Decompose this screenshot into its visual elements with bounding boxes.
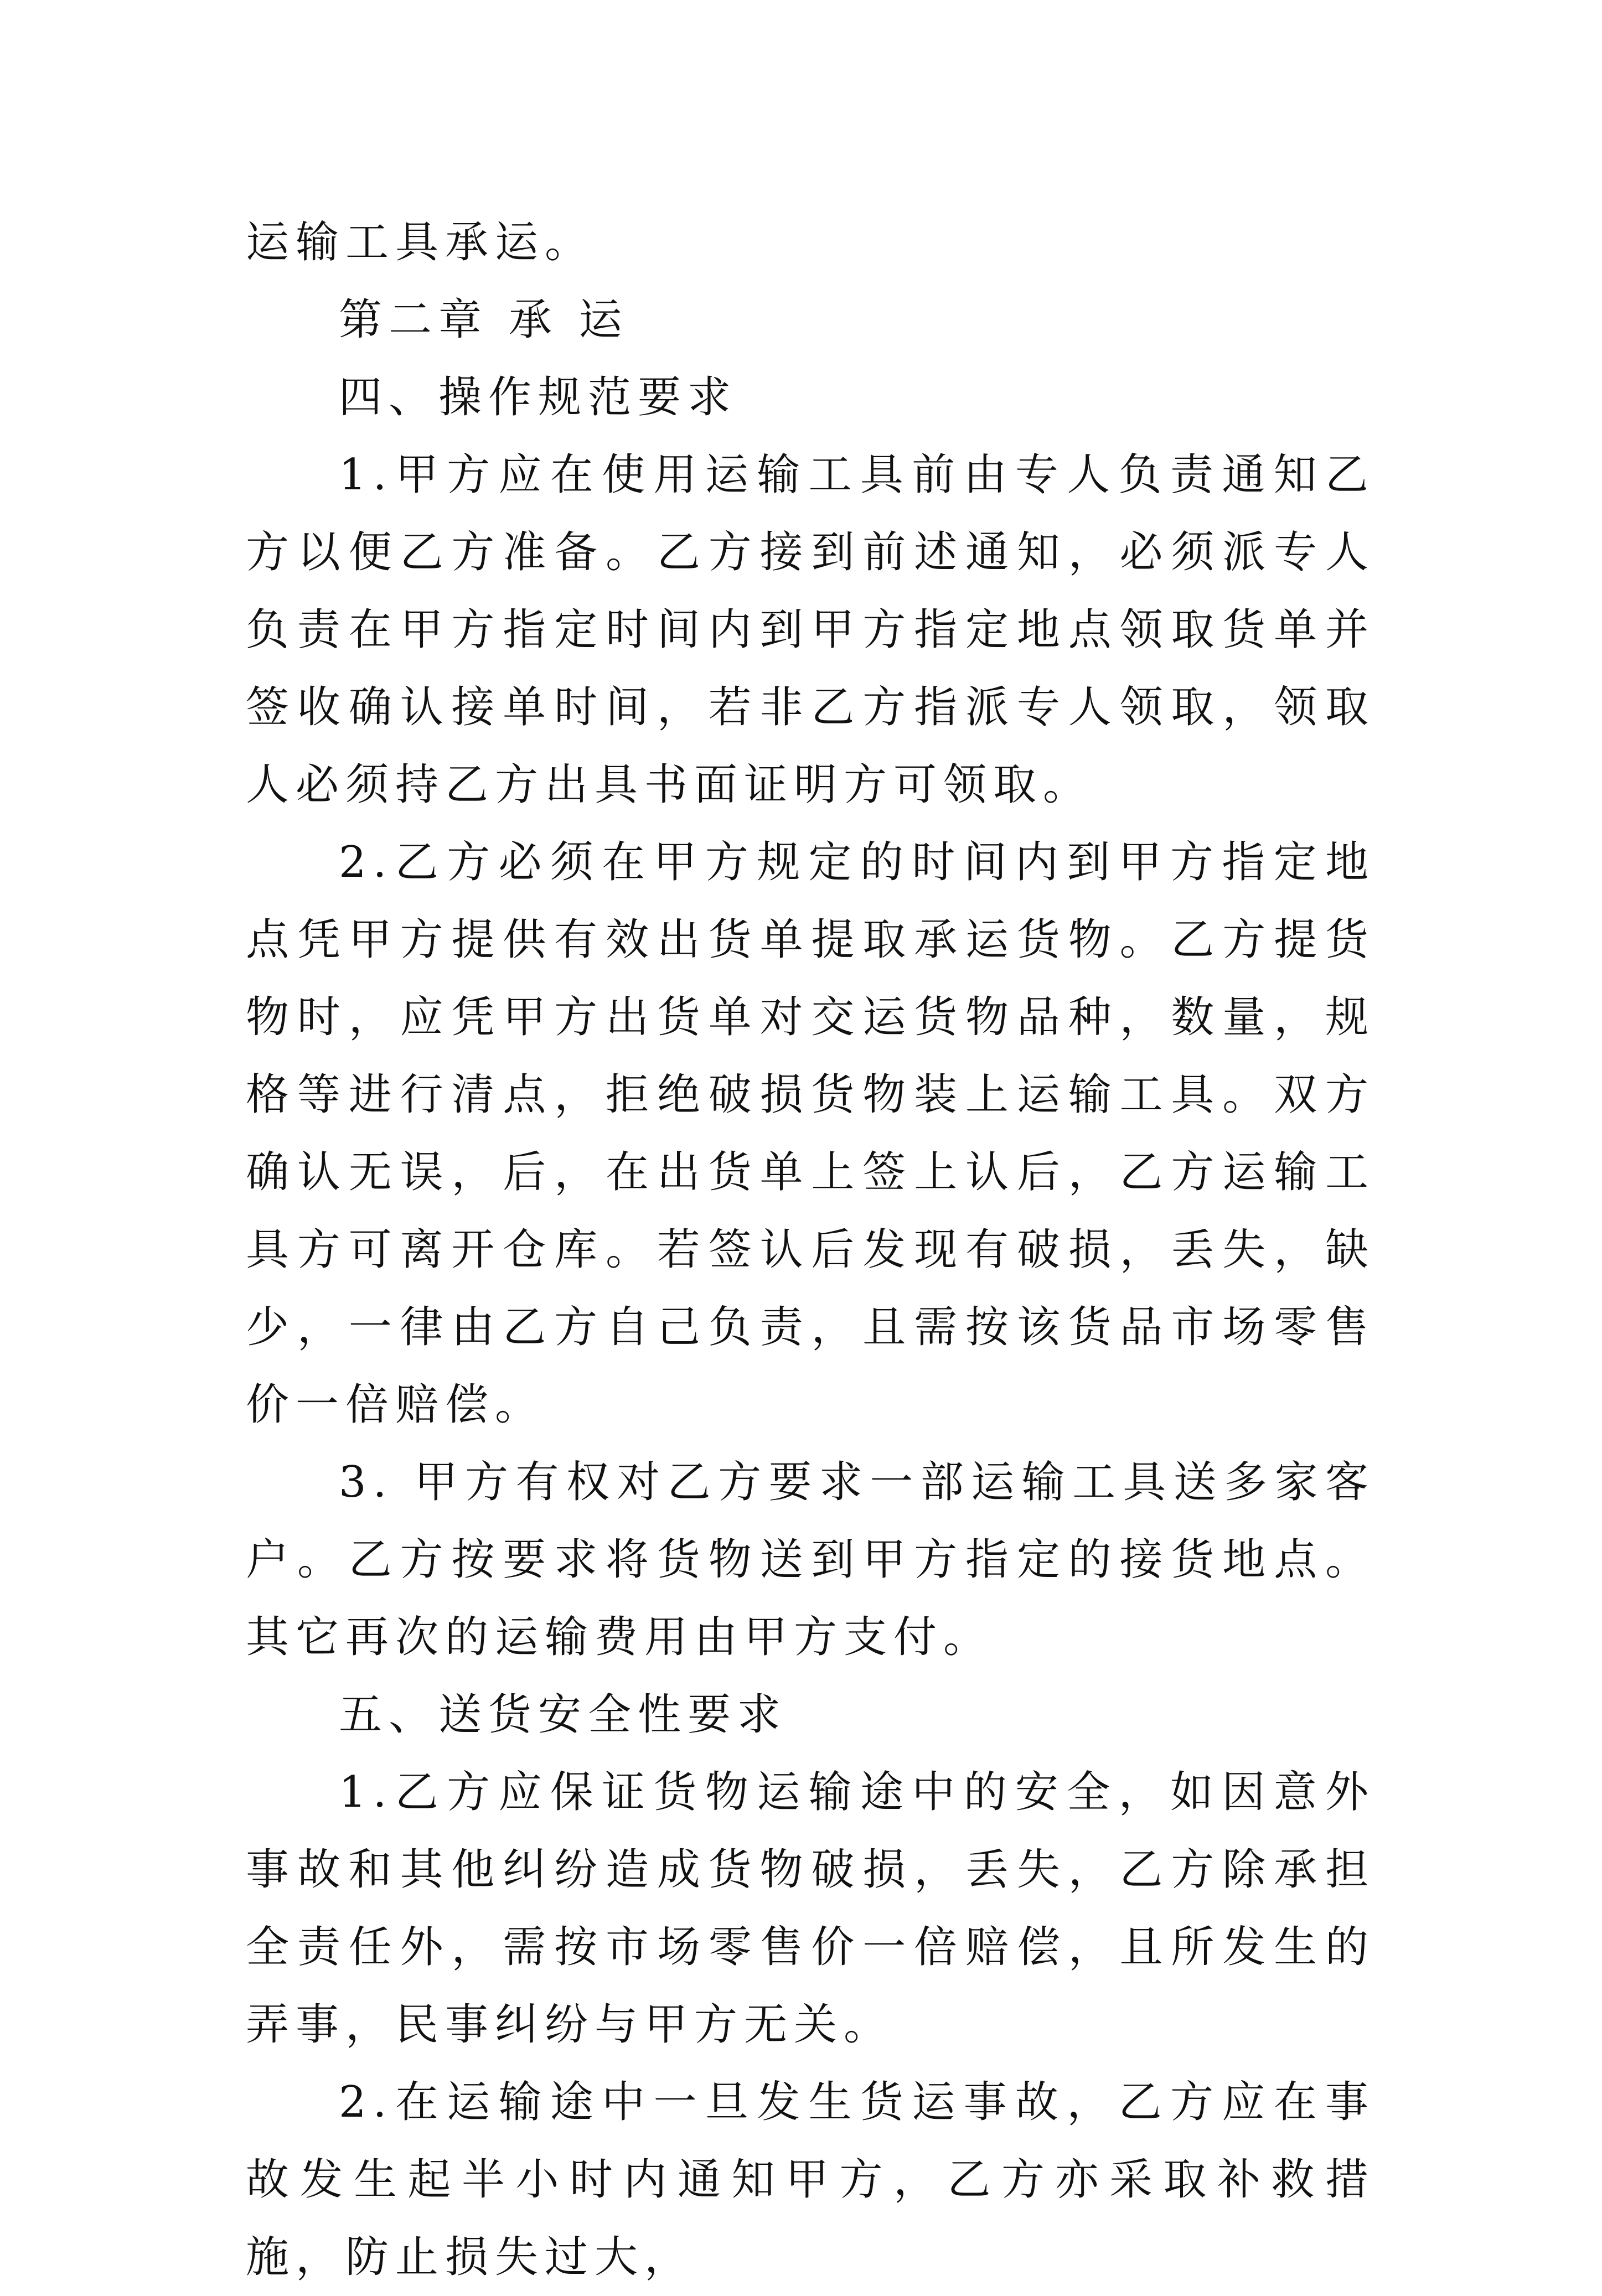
chapter-heading: 第二章 承 运 <box>339 295 629 345</box>
clause-4-1: 1.甲方应在使用运输工具前由专人负责通知乙方以便乙方准备。乙方接到前述通知，必须派专人负责在甲方指定时间内到甲方指定地点领取货单并签收确认接单时间，若非乙方指派专人领取，领取人必须持乙方出具书面证明方可领取。 <box>246 450 1375 810</box>
clause-5-2: 2.在运输途中一旦发生货运事故，乙方应在事故发生起半小时内通知甲方，乙方亦采取补救措施，防止损失过大， <box>246 2077 1375 2282</box>
clause-4-2: 2.乙方必须在甲方规定的时间内到甲方指定地点凭甲方提供有效出货单提取承运货物。乙方提货物时，应凭甲方出货单对交运货物品种，数量，规格等进行清点，拒绝破损货物装上运输工具。双方确认无误，后，在出货单上签上认后，乙方运输工具方可离开仓库。若签认后发现有破损，丢失，缺少，一律由乙方自己负责，且需按该货品市场零售价一倍赔偿。 <box>246 837 1375 1430</box>
clause-4-3: 3. 甲方有权对乙方要求一部运输工具送多家客户。乙方按要求将货物送到甲方指定的接货地点。其它再次的运输费用由甲方支付。 <box>246 1457 1375 1662</box>
section-heading-operation: 四、操作规范要求 <box>339 373 738 422</box>
clause-5-1: 1.乙方应保证货物运输途中的安全，如因意外事故和其他纠纷造成货物破损，丢失，乙方除承担全责任外，需按市场零售价一倍赔偿，且所发生的弄事，民事纠纷与甲方无关。 <box>246 1767 1375 2050</box>
document-body <box>246 204 1375 2296</box>
section-heading-safety: 五、送货安全性要求 <box>339 1690 788 1740</box>
paragraph-continuation: 运输工具承运。 <box>246 218 595 267</box>
